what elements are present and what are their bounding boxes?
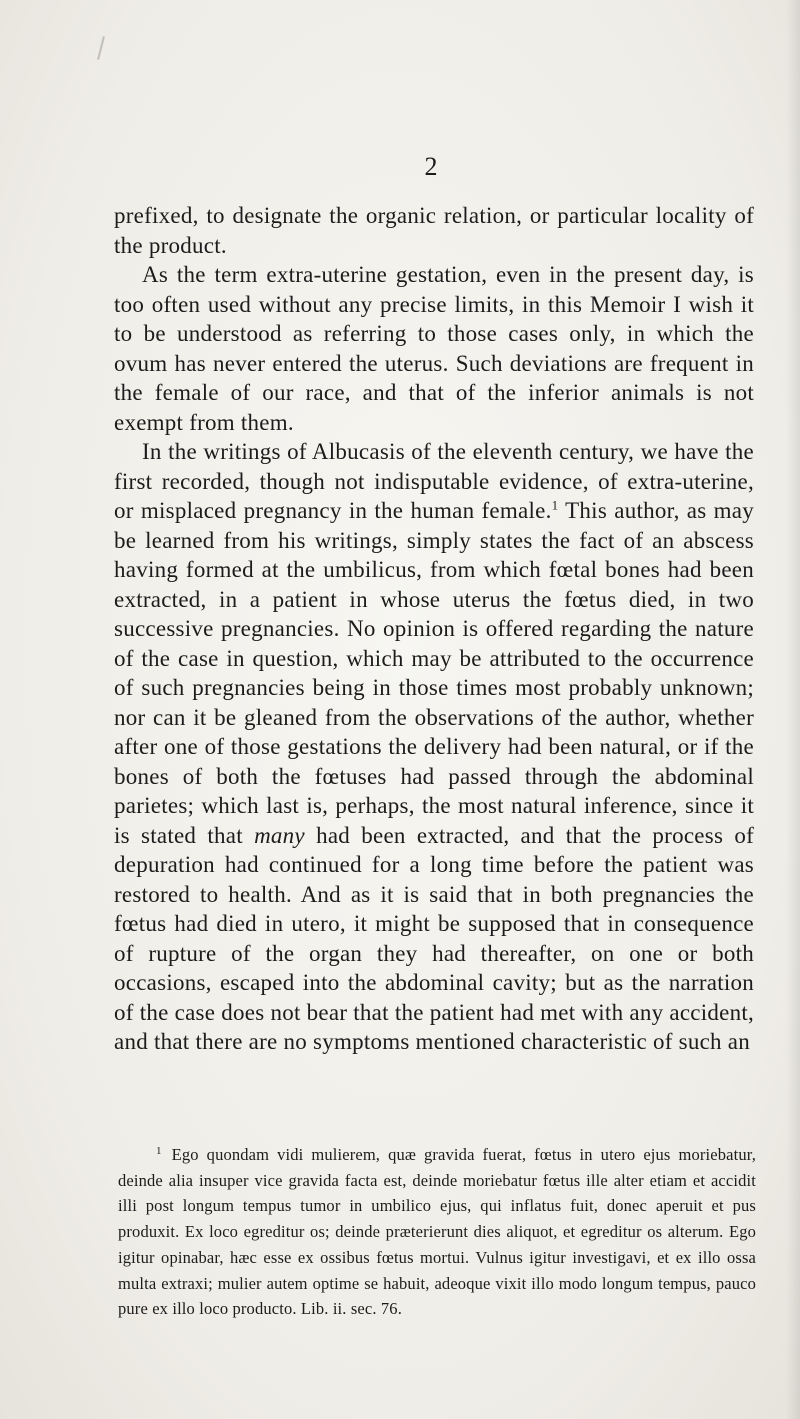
emphasis-many: many	[254, 822, 305, 848]
page-edge-shadow	[786, 0, 800, 1419]
pencil-mark	[97, 36, 105, 60]
page-number: 2	[424, 152, 438, 181]
paragraph-definition: As the term extra-uterine gestation, even in the present day, is too often used without any precise limits, in this Memoir I wish it to be understood as referring to those cases only, in which the ovum has never entered the uterus. Such deviations are frequent in the female of our race, and that of the inferior animals is not exempt from them.	[114, 262, 754, 435]
footnote-mark: 1	[156, 1144, 162, 1157]
paragraph-albucasis-part2: This author, as may be learned from his writings, simply states the fact of an abscess having formed at the umbilicus, from which fœtal bones had been extracted, in a patient in whose uterus the fœtus died, in two successive pregnancies. No opinion is offered regarding the nature of the case in question, which may be attributed to the occurrence of such pregnancies being in those times most probably unknown; nor can it be gleaned from the observations of the author, whether after one of those gestations the delivery had been natural, or if the bones of both the fœtuses had passed through the abdominal parietes; which last is, perhaps, the most natural inference, since it is stated that	[114, 498, 754, 848]
footnote-1	[118, 1142, 756, 1322]
paragraph-albucasis-part3: had been extracted, and that the process of depuration had continued for a long time before the patient was restored to health. And as it is said that in both pregnancies the fœtus had died in utero, it might be supposed that in consequence of rupture of the organ they had thereafter, on one or both occasions, escaped into the abdominal cavity; but as the narration of the case does not bear that the patient had met with any accident, and that there are no symptoms mentioned characteristic of such an	[114, 822, 754, 1054]
footnote-section	[118, 1142, 756, 1322]
paragraph-continued: prefixed, to designate the organic relation, or particular locality of the product.	[114, 203, 754, 258]
footnote-text: Ego quondam vidi mulierem, quæ gravida fuerat, fœtus in utero ejus moriebatur, deinde alia insuper vice gravida facta est, deinde moriebatur fœtus ille alter etiam et accidit illi post longum tempus tumor in umbilico ejus, qui inflatus fuit, donec aperuit et pus produxit. Ex loco egreditur os; deinde præterierunt dies aliquot, et egreditur os alterum. Ego igitur opinabar, hæc esse ex ossibus fœtus mortui. Vulnus igitur investigavi, et ex illo ossa multa extraxi; mulier autem optime se habuit, adeoque vixit illo modo longum tempus, pauco pure ex illo loco producto. Lib. ii. sec. 76.	[118, 1145, 756, 1319]
body-text	[114, 201, 754, 1057]
paragraph-albucasis-part1: In the writings of Albucasis of the eleventh century, we have the first recorded, though not indisputable evidence, of extra-uterine, or misplaced pregnancy in the human female.	[114, 439, 754, 523]
paragraph-albucasis	[114, 437, 754, 1057]
footnote-reference: 1	[551, 497, 559, 513]
